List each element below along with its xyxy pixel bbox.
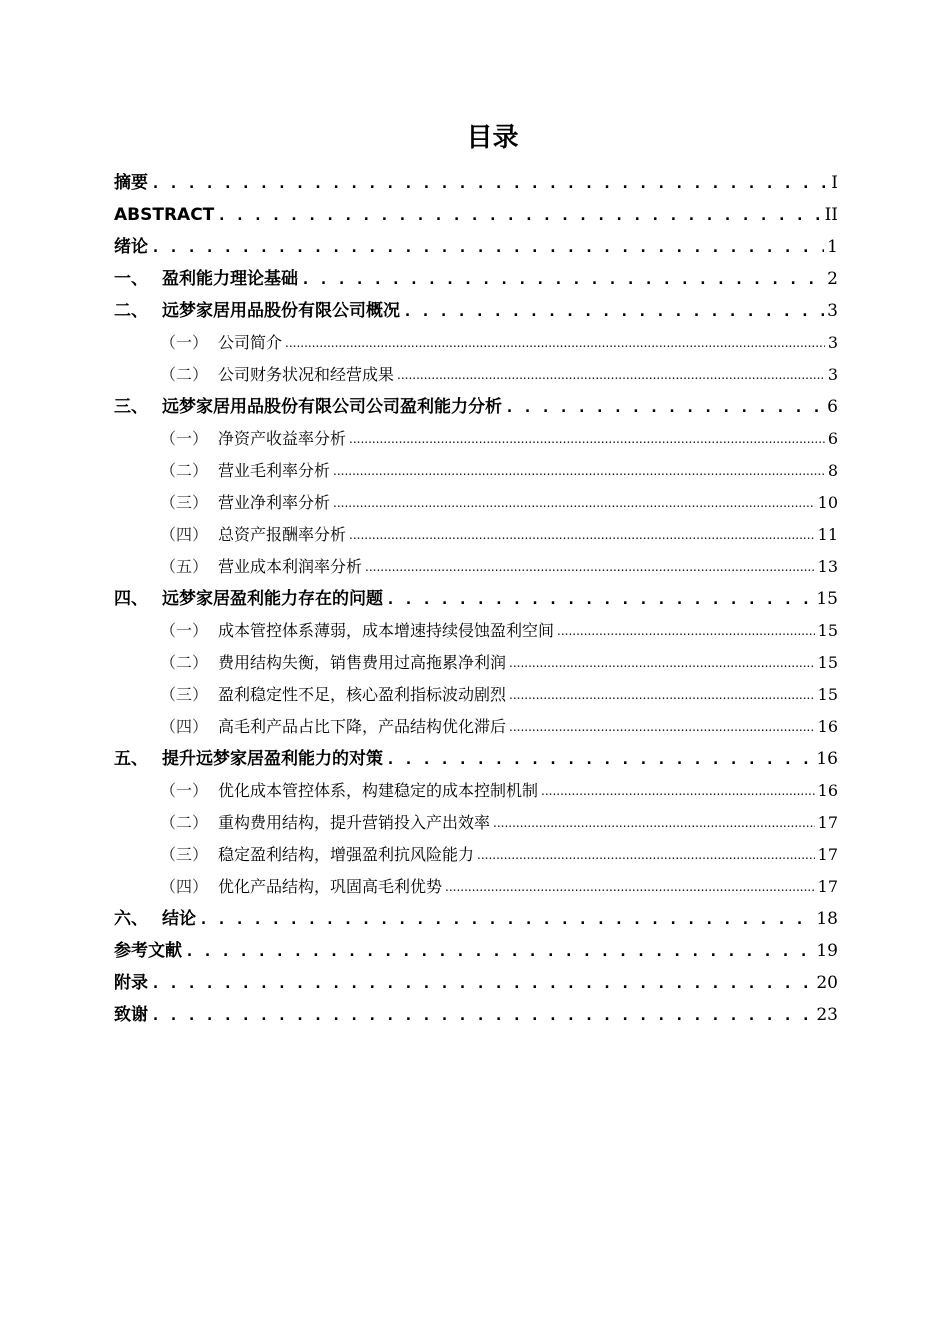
toc-entry-label <box>114 264 298 294</box>
toc-entry[interactable] <box>114 614 838 646</box>
toc-entry-number: （三） <box>160 493 209 512</box>
toc-dot-leader <box>301 264 824 294</box>
toc-entry-text: 公司财务状况和经营成果 <box>218 365 395 384</box>
toc-entry-label <box>114 296 400 326</box>
toc-entry-text: 结论 <box>162 909 196 929</box>
toc-entry[interactable] <box>114 678 838 710</box>
toc-entry-label <box>114 552 362 582</box>
toc-entry-text: 提升远梦家居盈利能力的对策 <box>162 749 383 769</box>
toc-dot-leader <box>349 520 815 550</box>
toc-entry-text: 盈利稳定性不足，核心盈利指标波动剧烈 <box>218 685 507 704</box>
toc-entry[interactable] <box>114 454 838 486</box>
toc-dot-leader <box>349 424 825 454</box>
toc-entry-label <box>114 456 330 486</box>
toc-entry[interactable] <box>114 806 838 838</box>
toc-dot-leader <box>185 936 813 966</box>
toc-entry[interactable] <box>114 390 838 422</box>
toc-entry-label <box>114 232 148 262</box>
toc-dot-leader <box>541 776 815 806</box>
toc-page-number: 15 <box>817 621 838 640</box>
toc-entry[interactable] <box>114 326 838 358</box>
toc-entry-label <box>114 904 196 934</box>
toc-entry-number: （二） <box>160 813 209 832</box>
toc-dot-leader <box>403 296 824 326</box>
toc-entry-label <box>114 200 214 230</box>
toc-entry-text: 附录 <box>114 973 148 993</box>
toc-page-number: 1 <box>827 237 838 257</box>
toc-page-number: 8 <box>827 461 838 480</box>
toc-page-number: 19 <box>816 941 838 961</box>
toc-dot-leader <box>151 1000 813 1030</box>
toc-entry[interactable] <box>114 646 838 678</box>
toc-entry-label <box>114 872 442 902</box>
toc-entry-text: 致谢 <box>114 1005 148 1025</box>
toc-entry-text: 参考文献 <box>114 941 182 961</box>
toc-entry[interactable] <box>114 550 838 582</box>
toc-entry[interactable] <box>114 966 838 998</box>
toc-entry[interactable] <box>114 358 838 390</box>
toc-dot-leader <box>509 680 815 710</box>
toc-entry-label <box>114 328 282 358</box>
toc-entry-text: 营业成本利润率分析 <box>218 557 363 576</box>
toc-entry[interactable] <box>114 870 838 902</box>
toc-entry-label <box>114 168 148 198</box>
toc-page-number: 15 <box>817 685 838 704</box>
toc-page-number: 11 <box>817 525 838 544</box>
toc-entry-number: （四） <box>160 877 209 896</box>
toc-entry-label <box>114 488 330 518</box>
toc-entry-number: （一） <box>160 429 209 448</box>
toc-entry[interactable] <box>114 262 838 294</box>
toc-page-number: 16 <box>817 717 838 736</box>
toc-entry-text: 摘要 <box>114 173 148 193</box>
toc-page-number: 16 <box>816 749 838 769</box>
toc-entry[interactable] <box>114 166 838 198</box>
toc-page-number: 18 <box>816 909 838 929</box>
toc-entry-text: 高毛利产品占比下降，产品结构优化滞后 <box>218 717 507 736</box>
toc-entry[interactable] <box>114 838 838 870</box>
toc-entry-number: （一） <box>160 333 209 352</box>
toc-page-number: 3 <box>827 301 838 321</box>
toc-entry-label <box>114 968 148 998</box>
toc-page-number: 17 <box>817 813 838 832</box>
toc-entry-label <box>114 680 506 710</box>
toc-entry[interactable] <box>114 198 838 230</box>
toc-entry-number: （三） <box>160 845 209 864</box>
toc-page-number: 2 <box>827 269 838 289</box>
toc-dot-leader <box>557 616 815 646</box>
toc-entry[interactable] <box>114 486 838 518</box>
toc-page-number: 3 <box>827 365 838 384</box>
toc-entry-label <box>114 808 490 838</box>
toc-dot-leader <box>386 744 813 774</box>
toc-entry-label <box>114 776 538 806</box>
toc-page-number: 15 <box>816 589 838 609</box>
toc-entry-label <box>114 936 182 966</box>
toc-entry-text: 远梦家居用品股份有限公司公司盈利能力分析 <box>162 397 502 417</box>
toc-entry[interactable] <box>114 422 838 454</box>
toc-dot-leader <box>445 872 815 902</box>
toc-entry-number: （二） <box>160 365 209 384</box>
toc-dot-leader <box>509 648 815 678</box>
toc-entry[interactable] <box>114 230 838 262</box>
toc-entry-text: 费用结构失衡，销售费用过高拖累净利润 <box>218 653 507 672</box>
toc-dot-leader <box>397 360 825 390</box>
toc-entry-label <box>114 616 554 646</box>
toc-entry-text: 重构费用结构，提升营销投入产出效率 <box>218 813 491 832</box>
toc-entry-number: 一、 <box>114 269 148 289</box>
toc-dot-leader <box>493 808 815 838</box>
toc-entry-label <box>114 744 383 774</box>
toc-entry-text: 稳定盈利结构，增强盈利抗风险能力 <box>218 845 475 864</box>
toc-page-number: 23 <box>816 1005 838 1025</box>
toc-entry-number: 二、 <box>114 301 148 321</box>
toc-entry-text: 总资产报酬率分析 <box>218 525 347 544</box>
toc-title: 目录 <box>466 123 519 153</box>
toc-dot-leader <box>285 328 825 358</box>
toc-entry[interactable] <box>114 934 838 966</box>
toc-page-number: II <box>824 205 838 225</box>
toc-entry-number: （三） <box>160 685 209 704</box>
toc-entry-number: （二） <box>160 653 209 672</box>
toc-dot-leader <box>333 456 825 486</box>
toc-entry[interactable] <box>114 742 838 774</box>
toc-dot-leader <box>477 840 815 870</box>
toc-entry-label <box>114 840 474 870</box>
toc-entry-number: （四） <box>160 717 209 736</box>
toc-entry-text: 营业净利率分析 <box>218 493 331 512</box>
toc-entry-label <box>114 360 394 390</box>
toc-entry-text: ABSTRACT <box>114 205 215 225</box>
toc-entry[interactable] <box>114 294 838 326</box>
toc-page-number: 6 <box>827 429 838 448</box>
toc-entry-number: 三、 <box>114 397 148 417</box>
toc-entry[interactable] <box>114 582 838 614</box>
toc-dot-leader <box>333 488 815 518</box>
toc-entry-text: 成本管控体系薄弱，成本增速持续侵蚀盈利空间 <box>218 621 555 640</box>
toc-entry[interactable] <box>114 998 838 1030</box>
toc-entry[interactable] <box>114 774 838 806</box>
toc-entry-label <box>114 392 502 422</box>
toc-page-number: 16 <box>817 781 838 800</box>
toc-entry-label <box>114 648 506 678</box>
toc-page-number: 6 <box>827 397 838 417</box>
toc-list <box>114 166 838 1030</box>
toc-entry-text: 优化成本管控体系，构建稳定的成本控制机制 <box>218 781 539 800</box>
toc-page-number: 20 <box>816 973 838 993</box>
toc-dot-leader <box>199 904 813 934</box>
toc-entry-number: 四、 <box>114 589 148 609</box>
toc-dot-leader <box>365 552 815 582</box>
toc-entry-text: 公司简介 <box>218 333 283 352</box>
toc-dot-leader <box>505 392 824 422</box>
toc-entry-text: 营业毛利率分析 <box>218 461 331 480</box>
toc-entry-text: 远梦家居用品股份有限公司概况 <box>162 301 400 321</box>
toc-page-number: 10 <box>817 493 838 512</box>
toc-page-number: 17 <box>817 877 838 896</box>
toc-entry-label <box>114 1000 148 1030</box>
toc-entry-label <box>114 520 346 550</box>
toc-dot-leader <box>509 712 815 742</box>
toc-entry-label <box>114 712 506 742</box>
toc-page-number: 15 <box>817 653 838 672</box>
toc-dot-leader <box>151 968 813 998</box>
toc-entry-number: （四） <box>160 525 209 544</box>
toc-entry-number: 六、 <box>114 909 148 929</box>
toc-entry-text: 净资产收益率分析 <box>218 429 347 448</box>
toc-entry-text: 绪论 <box>114 237 148 257</box>
toc-entry-text: 优化产品结构，巩固高毛利优势 <box>218 877 443 896</box>
toc-page-number: 3 <box>827 333 838 352</box>
toc-entry-number: 五、 <box>114 749 148 769</box>
toc-entry-number: （二） <box>160 461 209 480</box>
toc-entry-number: （五） <box>160 557 209 576</box>
toc-page-number: I <box>831 173 838 193</box>
toc-entry-label <box>114 424 346 454</box>
toc-dot-leader <box>386 584 813 614</box>
toc-entry[interactable] <box>114 518 838 550</box>
toc-page-number: 13 <box>817 557 838 576</box>
toc-entry[interactable] <box>114 710 838 742</box>
toc-dot-leader <box>151 232 824 262</box>
toc-entry-text: 盈利能力理论基础 <box>162 269 298 289</box>
toc-entry-text: 远梦家居盈利能力存在的问题 <box>162 589 383 609</box>
toc-dot-leader <box>217 200 821 230</box>
toc-entry[interactable] <box>114 902 838 934</box>
toc-dot-leader <box>151 168 828 198</box>
toc-entry-number: （一） <box>160 781 209 800</box>
toc-page-number: 17 <box>817 845 838 864</box>
toc-entry-label <box>114 584 383 614</box>
toc-entry-number: （一） <box>160 621 209 640</box>
